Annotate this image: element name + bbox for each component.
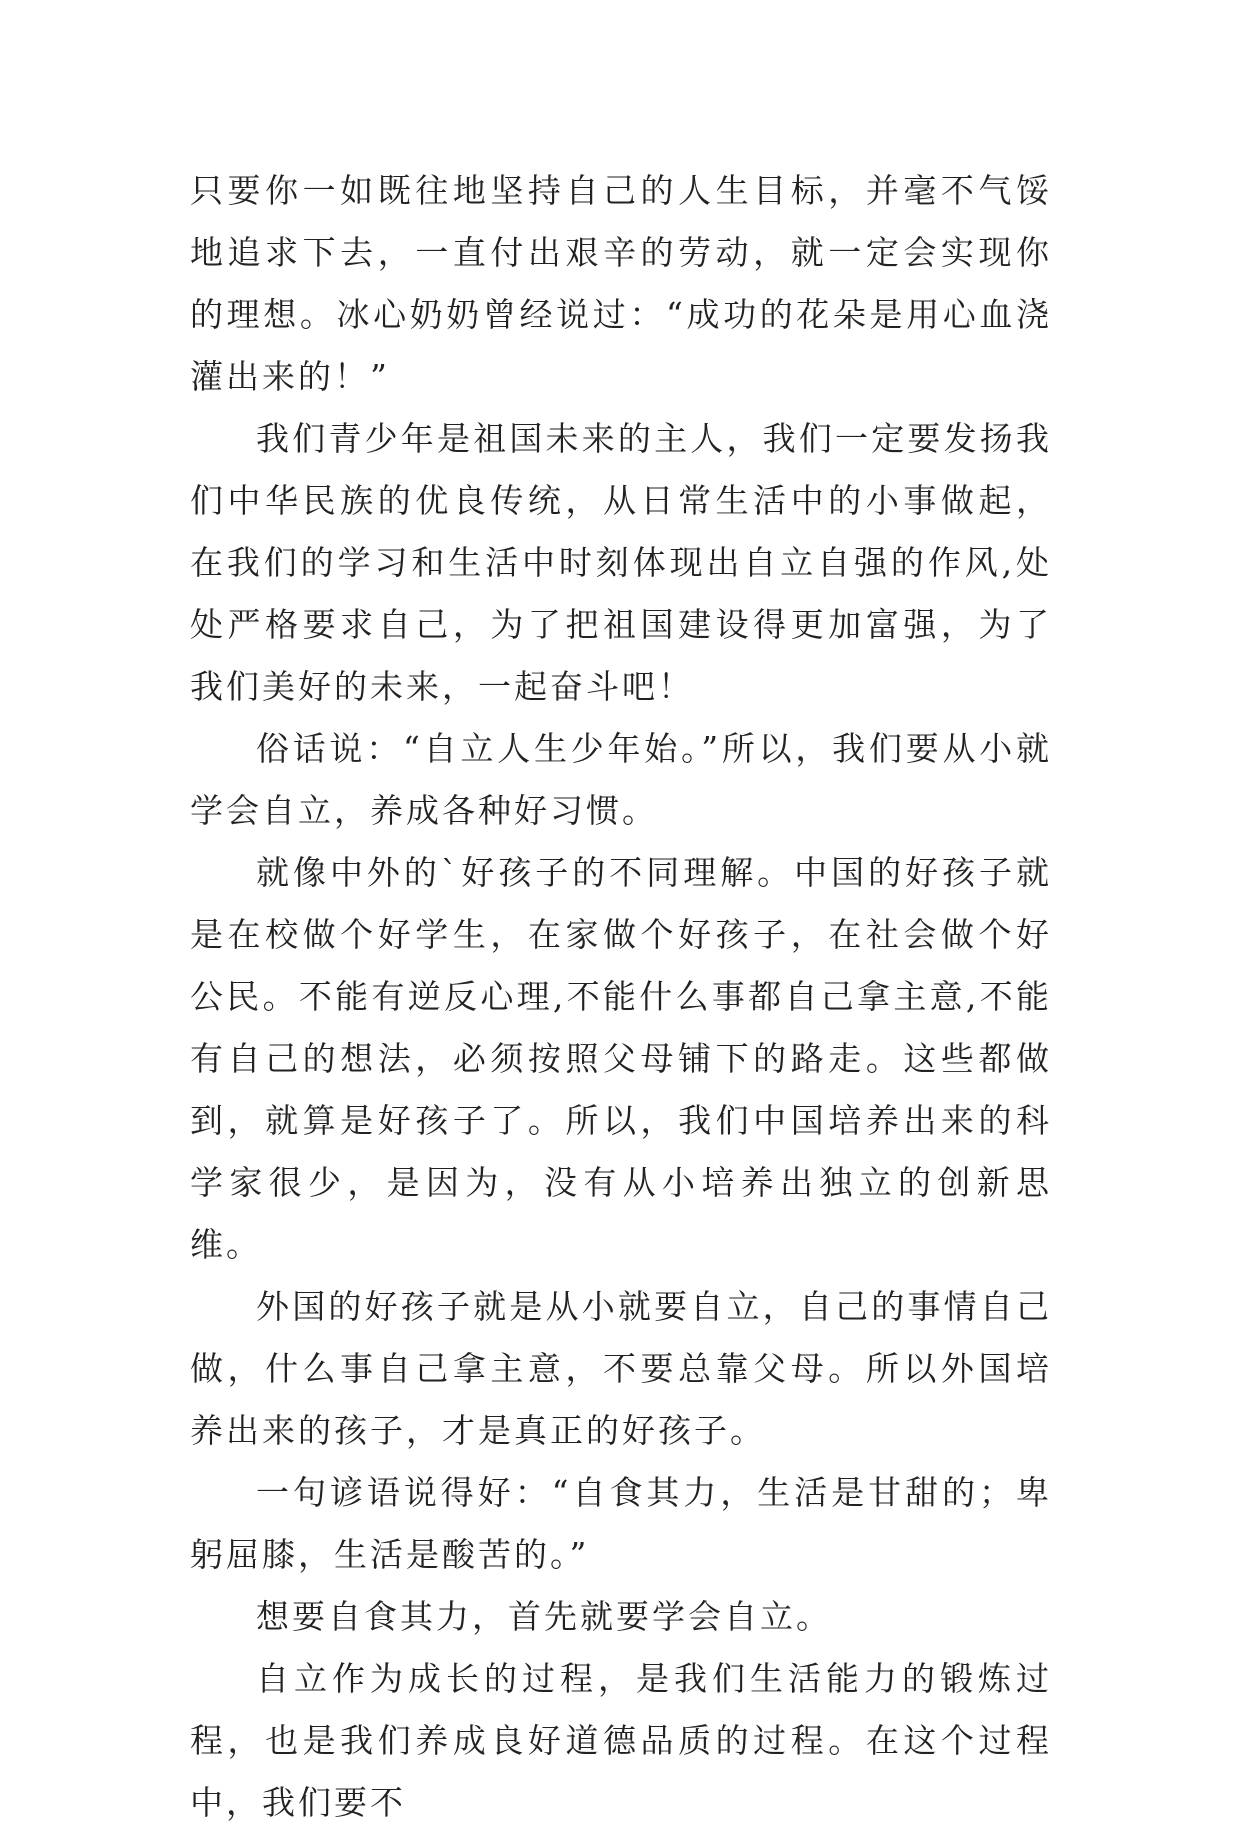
- paragraph-7: 想要自食其力，首先就要学会自立。: [256, 1597, 832, 1636]
- paragraph-6: 一句谚语说得好：“自食其力，生活是甘甜的；卑躬屈膝，生活是酸苦的。”: [190, 1473, 1052, 1574]
- paragraph-2: 我们青少年是祖国未来的主人，我们一定要发扬我们中华民族的优良传统，从日常生活中的小事做起，在我们的学习和生活中时刻体现出自立自强的作风,处处严格要求自己，为了把祖国建设得更加富强，为了我们美好的未来，一起奋斗吧！: [190, 419, 1052, 706]
- paragraph-4: 就像中外的`好孩子的不同理解。中国的好孩子就是在校做个好学生，在家做个好孩子，在社会做个好公民。不能有逆反心理,不能什么事都自己拿主意,不能有自己的想法，必须按照父母铺下的路走。这些都做到，就算是好孩子了。所以，我们中国培养出来的科学家很少，是因为，没有从小培养出独立的创新思维。: [190, 853, 1052, 1264]
- paragraph-8: 自立作为成长的过程，是我们生活能力的锻炼过程，也是我们养成良好道德品质的过程。在这个过程中，我们要不: [190, 1659, 1052, 1822]
- paragraph-5: 外国的好孩子就是从小就要自立，自己的事情自己做，什么事自己拿主意，不要总靠父母。所以外国培养出来的孩子，才是真正的好孩子。: [190, 1287, 1052, 1450]
- paragraph-3: 俗话说：“自立人生少年始。”所以，我们要从小就学会自立，养成各种好习惯。: [190, 729, 1052, 830]
- document-body: [190, 160, 1052, 1834]
- paragraph-1: 只要你一如既往地坚持自己的人生目标，并毫不气馁地追求下去，一直付出艰辛的劳动，就一定会实现你的理想。冰心奶奶曾经说过：“成功的花朵是用心血浇灌出来的！”: [190, 171, 1052, 396]
